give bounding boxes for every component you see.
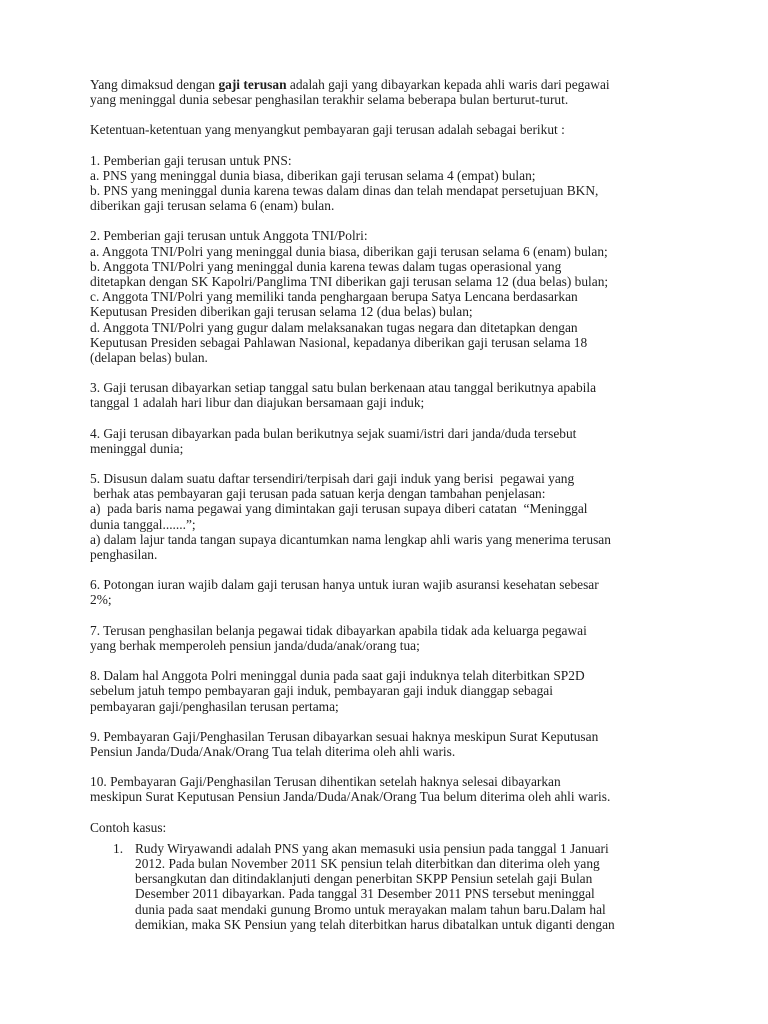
provision-line: b. Anggota TNI/Polri yang meninggal dunia karena tewas dalam tugas operasional yang (90, 258, 562, 274)
provision-line: diberikan gaji terusan selama 6 (enam) bulan. (90, 198, 335, 214)
provision-line: 7. Terusan penghasilan belanja pegawai tidak dibayarkan apabila tidak ada keluarga pegawai (90, 622, 587, 638)
provision-item (90, 228, 686, 365)
example-line: Rudy Wiryawandi adalah PNS yang akan memasuki usia pensiun pada tanggal 1 Januari (135, 840, 609, 856)
provision-line: ditetapkan dengan SK Kapolri/Panglima TNI diberikan gaji terusan selama 12 (dua belas) bulan; (90, 274, 609, 290)
provision-item (90, 426, 686, 456)
provision-line: dunia tanggal.......”; (90, 516, 196, 532)
provision-line: a. Anggota TNI/Polri yang meninggal dunia biasa, diberikan gaji terusan selama 6 (enam) bulan; (90, 243, 608, 259)
example-line: bersangkutan dan ditindaklanjuti dengan penerbitan SKPP Pensiun setelah gaji Bulan (135, 871, 593, 887)
provision-line: 6. Potongan iuran wajib dalam gaji terusan hanya untuk iuran wajib asuransi kesehatan sebesar (90, 577, 599, 593)
provision-line: 10. Pembayaran Gaji/Penghasilan Terusan dihentikan setelah haknya selesai dibayarkan (90, 774, 561, 790)
provision-line: a. PNS yang meninggal dunia biasa, diberikan gaji terusan selama 4 (empat) bulan; (90, 167, 536, 183)
example-item (90, 841, 686, 932)
provision-line: 2. Pemberian gaji terusan untuk Anggota TNI/Polri: (90, 228, 368, 244)
provision-line: c. Anggota TNI/Polri yang memiliki tanda penghargaan berupa Satya Lencana berdasarkan (90, 289, 578, 305)
provision-item (90, 380, 686, 410)
example-heading: Contoh kasus: (90, 819, 167, 835)
provision-line: Keputusan Presiden sebagai Pahlawan Nasional, kepadanya diberikan gaji terusan selama 18 (90, 334, 588, 350)
example-line: dunia pada saat mendaki gunung Bromo untuk merayakan malam tahun baru.Dalam hal (135, 901, 606, 917)
provision-line: 8. Dalam hal Anggota Polri meninggal dunia pada saat gaji induknya telah diterbitkan SP2D (90, 668, 585, 684)
provision-line: 3. Gaji terusan dibayarkan setiap tanggal satu bulan berkenaan atau tanggal berikutnya apabila (90, 380, 597, 396)
example-body (135, 841, 686, 932)
provision-item (90, 577, 686, 607)
provision-line: pembayaran gaji/penghasilan terusan pertama; (90, 698, 339, 714)
provision-item (90, 774, 686, 804)
provision-line: a) dalam lajur tanda tangan supaya dicantumkan nama lengkap ahli waris yang menerima terusan (90, 531, 611, 547)
provision-line: yang berhak memperoleh pensiun janda/duda/anak/orang tua; (90, 637, 420, 653)
provision-line: 1. Pemberian gaji terusan untuk PNS: (90, 152, 292, 168)
provision-line: meninggal dunia; (90, 440, 184, 456)
provision-line: penghasilan. (90, 547, 158, 563)
example-number: 1. (113, 840, 124, 856)
provision-line: 9. Pembayaran Gaji/Penghasilan Terusan dibayarkan sesuai haknya meskipun Surat Keputusan (90, 728, 599, 744)
provision-line: b. PNS yang meninggal dunia karena tewas dalam dinas dan telah mendapat persetujuan BKN, (90, 183, 599, 199)
provision-item (90, 729, 686, 759)
provision-line: Keputusan Presiden diberikan gaji terusan selama 12 (dua belas) bulan; (90, 304, 473, 320)
intro-lead: Yang dimaksud dengan (90, 77, 219, 92)
provision-item (90, 153, 686, 214)
provision-line: a) pada baris nama pegawai yang dimintakan gaji terusan supaya diberi catatan “Meninggal (90, 501, 588, 517)
provision-item (90, 623, 686, 653)
provision-line: Pensiun Janda/Duda/Anak/Orang Tua telah diterima oleh ahli waris. (90, 743, 456, 759)
provision-line: (delapan belas) bulan. (90, 350, 208, 366)
example-line: Desember 2011 dibayarkan. Pada tanggal 31 Desember 2011 PNS tersebut meninggal (135, 886, 595, 902)
intro-line-2: yang meninggal dunia sebesar penghasilan terakhir selama beberapa bulan berturut-turut. (90, 92, 569, 108)
provisions-list (90, 153, 686, 805)
provision-line: 4. Gaji terusan dibayarkan pada bulan berikutnya sejak suami/istri dari janda/duda tersebut (90, 425, 577, 441)
intro-term: gaji terusan (218, 77, 287, 92)
provision-line: tanggal 1 adalah hari libur dan diajukan bersamaan gaji induk; (90, 395, 425, 411)
intro-line-1 (90, 77, 686, 92)
example-list (90, 841, 686, 932)
provision-line: berhak atas pembayaran gaji terusan pada satuan kerja dengan tambahan penjelasan: (90, 486, 546, 502)
provisions-heading: Ketentuan-ketentuan yang menyangkut pembayaran gaji terusan adalah sebagai berikut : (90, 122, 565, 138)
provision-line: meskipun Surat Keputusan Pensiun Janda/Duda/Anak/Orang Tua belum diterima oleh ahli waris. (90, 789, 611, 805)
intro-tail: adalah gaji yang dibayarkan kepada ahli waris dari pegawai (286, 77, 610, 92)
example-line: demikian, maka SK Pensiun yang telah diterbitkan harus dibatalkan untuk diganti dengan (135, 916, 615, 932)
provision-line: 2%; (90, 592, 112, 608)
provision-line: sebelum jatuh tempo pembayaran gaji induk, pembayaran gaji induk dianggap sebagai (90, 683, 553, 699)
provision-item (90, 471, 686, 562)
provision-line: d. Anggota TNI/Polri yang gugur dalam melaksanakan tugas negara dan ditetapkan dengan (90, 319, 578, 335)
provision-line: 5. Disusun dalam suatu daftar tersendiri/terpisah dari gaji induk yang berisi pegawai yang (90, 471, 575, 487)
intro-paragraph (90, 77, 686, 107)
provision-item (90, 668, 686, 714)
example-line: 2012. Pada bulan November 2011 SK pensiun telah diterbitkan dan diterima oleh yang (135, 855, 600, 871)
